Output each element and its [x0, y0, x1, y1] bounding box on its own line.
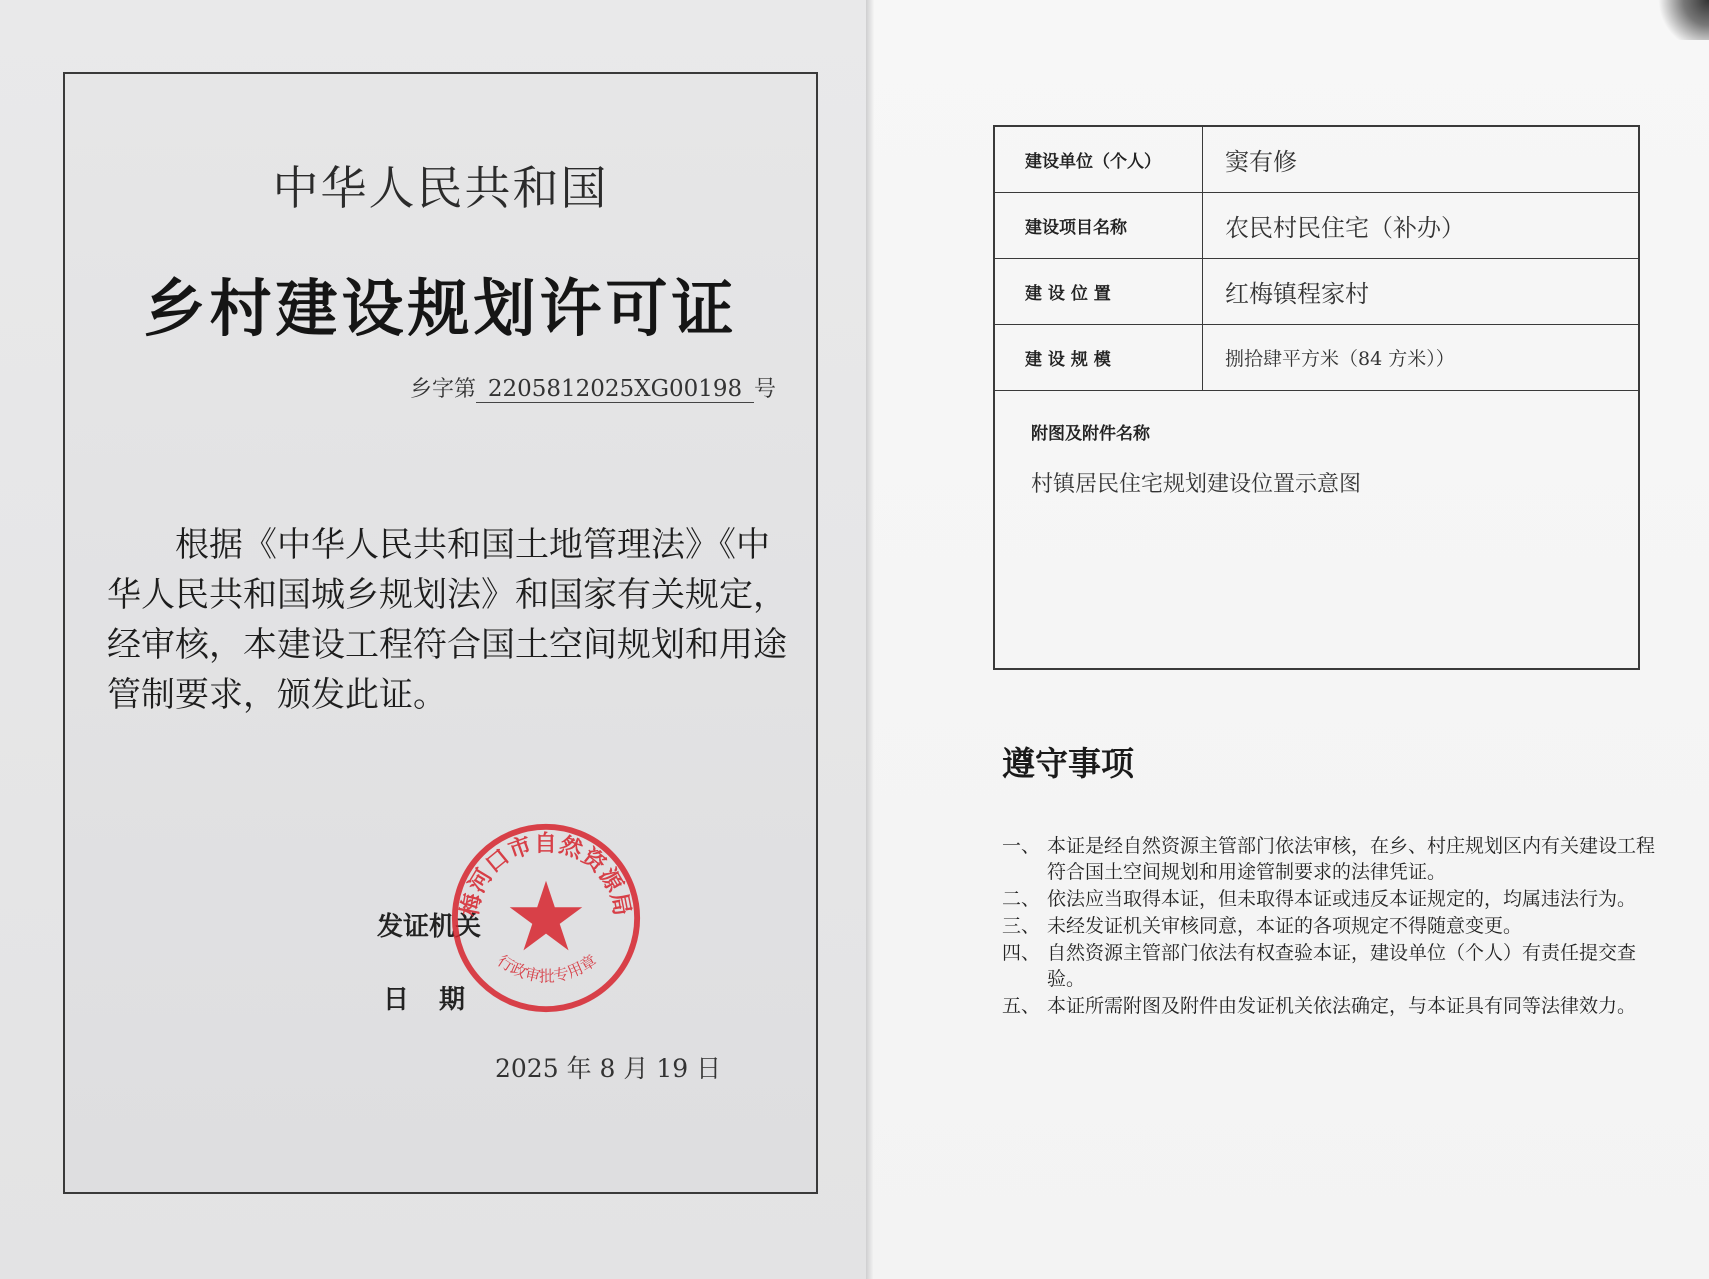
cert-no-suffix: 号 — [753, 377, 776, 402]
notice-marker: 一、 — [1002, 835, 1041, 857]
table-row — [995, 193, 1638, 259]
issue-date: 2025 年 8 月 19 日 — [495, 1054, 722, 1083]
notice-text: 本证所需附图及附件由发证机关依法确定，与本证具有同等法律效力。 — [1047, 995, 1637, 1017]
row-value: 捌拾肆平方米（84 方米）） — [1225, 348, 1455, 370]
seal-bottom-text: 行政审批专用章 — [494, 950, 600, 986]
svg-text:行政审批专用章 — [494, 951, 600, 986]
row-value: 红梅镇程家村 — [1225, 280, 1369, 308]
certificate-number — [410, 372, 776, 403]
table-row — [995, 259, 1638, 325]
notice-list — [1002, 833, 1662, 1020]
notice-title: 遵守事项 — [1002, 744, 1134, 783]
list-item — [1002, 940, 1662, 992]
attachments-label: 附图及附件名称 — [1031, 424, 1150, 444]
row-label: 建 设 规 模 — [995, 325, 1203, 390]
notice-marker: 三、 — [1002, 915, 1041, 937]
notice-text: 依法应当取得本证，但未取得本证或违反本证规定的，均属违法行为。 — [1047, 888, 1637, 910]
certificate-body-text: 根据《中华人民共和国土地管理法》《中华人民共和国城乡规划法》和国家有关规定，经审核，本建设工程符合国土空间规划和用途管制要求，颁发此证。 — [107, 525, 787, 715]
issuer-label: 发证机关 — [377, 912, 482, 942]
cert-no-prefix: 乡字第 — [409, 377, 476, 402]
official-seal-icon — [448, 820, 644, 1016]
cert-no-value: 2205812025XG00198 — [476, 376, 754, 403]
seal-top-text: 梅河口市自然资源局 — [456, 830, 636, 919]
row-label: 建设项目名称 — [995, 193, 1203, 258]
table-row — [995, 127, 1638, 193]
notice-text: 本证是经自然资源主管部门依法审核，在乡、村庄规划区内有关建设工程符合国土空间规划和用途管制要求的法律凭证。 — [1047, 835, 1656, 883]
list-item — [1002, 913, 1662, 939]
row-label: 建设单位（个人） — [995, 127, 1203, 192]
notice-marker: 五、 — [1002, 995, 1041, 1017]
row-label: 建 设 位 置 — [995, 259, 1203, 324]
corner-shadow — [1649, 0, 1709, 40]
page-fold — [866, 0, 874, 1279]
nation-heading: 中华人民共和国 — [272, 161, 609, 215]
attachments-value: 村镇居民住宅规划建设位置示意图 — [1031, 472, 1362, 497]
certificate-cover — [63, 72, 818, 1194]
row-value: 窦有修 — [1225, 148, 1297, 176]
certificate-title: 乡村建设规划许可证 — [143, 272, 738, 345]
notice-text: 未经发证机关审核同意，本证的各项规定不得随意变更。 — [1047, 915, 1523, 937]
notice-marker: 二、 — [1002, 888, 1041, 910]
notice-marker: 四、 — [1002, 942, 1041, 964]
permit-info-table — [993, 125, 1640, 670]
notice-text: 自然资源主管部门依法有权查验本证，建设单位（个人）有责任提交查验。 — [1047, 942, 1637, 990]
table-row — [995, 325, 1638, 391]
list-item — [1002, 886, 1662, 912]
date-label: 日 期 — [383, 985, 468, 1015]
list-item — [1002, 833, 1662, 885]
row-value: 农民村民住宅（补办） — [1225, 214, 1465, 242]
list-item — [1002, 993, 1662, 1019]
